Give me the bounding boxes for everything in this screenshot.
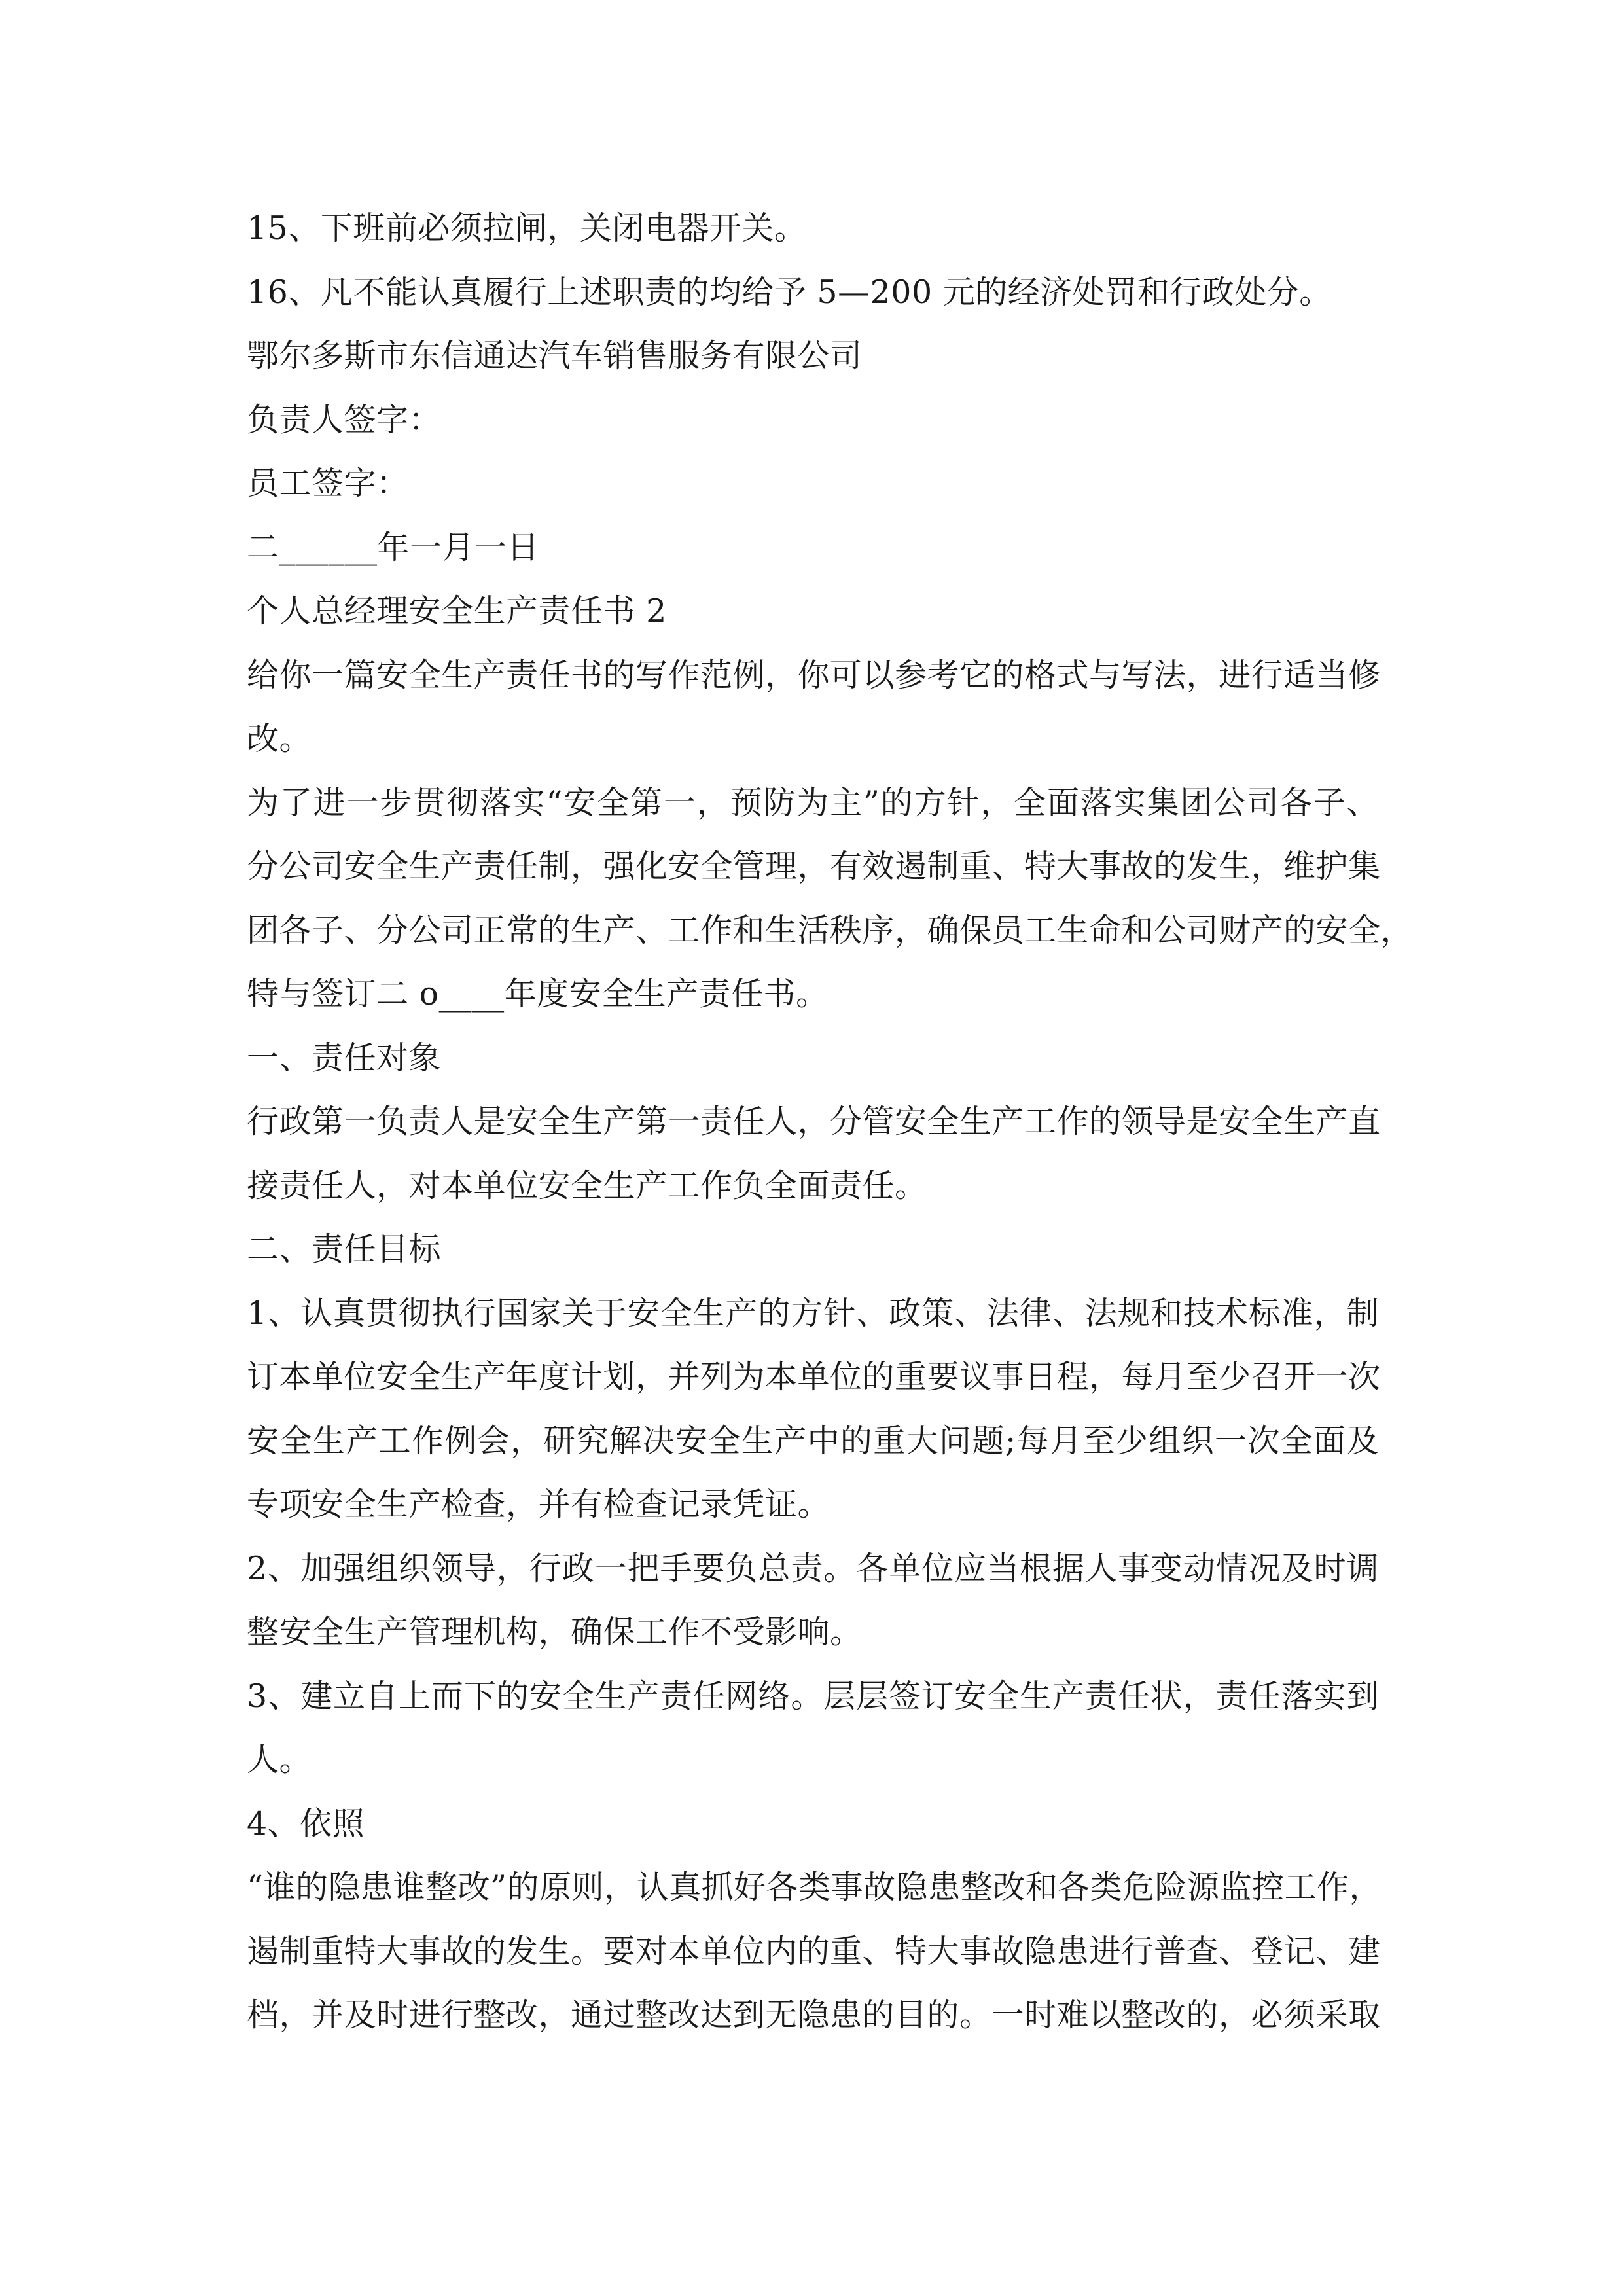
paragraph-line: 分公司安全生产责任制，强化安全管理，有效遏制重、特大事故的发生，维护集 bbox=[247, 848, 1381, 885]
employee-signature-label: 员工签字： bbox=[247, 465, 409, 502]
paragraph-line: 3、建立自上而下的安全生产责任网络。层层签订安全生产责任状，责任落实到 bbox=[247, 1677, 1379, 1715]
paragraph-line: 接责任人，对本单位安全生产工作负全面责任。 bbox=[247, 1166, 927, 1204]
paragraph-line: 订本单位安全生产年度计划，并列为本单位的重要议事日程，每月至少召开一次 bbox=[247, 1358, 1381, 1395]
paragraph-line: 人。 bbox=[247, 1741, 312, 1778]
line-16-rule: 16、凡不能认真履行上述职责的均给予 5—200 元的经济处罚和行政处分。 bbox=[247, 273, 1332, 311]
section-title: 个人总经理安全生产责任书 2 bbox=[247, 592, 667, 630]
paragraph-line: 给你一篇安全生产责任书的写作范例，你可以参考它的格式与写法，进行适当修 bbox=[247, 656, 1381, 694]
date-line: 二______年一月一日 bbox=[247, 528, 540, 566]
line-15-rule: 15、下班前必须拉闸，关闭电器开关。 bbox=[247, 209, 807, 247]
paragraph-line: 2、加强组织领导，行政一把手要负总责。各单位应当根据人事变动情况及时调 bbox=[247, 1549, 1379, 1587]
paragraph-line: 4、依照 bbox=[247, 1804, 365, 1842]
paragraph-line: “谁的隐患谁整改”的原则，认真抓好各类事故隐患整改和各类危险源监控工作， bbox=[247, 1869, 1382, 1906]
company-name: 鄂尔多斯市东信通达汽车销售服务有限公司 bbox=[247, 337, 863, 374]
paragraph-line: 行政第一负责人是安全生产第一责任人，分管安全生产工作的领导是安全生产直 bbox=[247, 1103, 1381, 1140]
manager-signature-label: 负责人签字： bbox=[247, 401, 442, 439]
paragraph-line: 特与签订二 o____年度安全生产责任书。 bbox=[247, 975, 829, 1013]
heading-responsibility-target: 一、责任对象 bbox=[247, 1039, 442, 1077]
heading-responsibility-goal: 二、责任目标 bbox=[247, 1230, 442, 1268]
paragraph-line: 1、认真贯彻执行国家关于安全生产的方针、政策、法律、法规和技术标准，制 bbox=[247, 1294, 1379, 1332]
paragraph-line: 改。 bbox=[247, 720, 312, 757]
paragraph-line: 遏制重特大事故的发生。要对本单位内的重、特大事故隐患进行普查、登记、建 bbox=[247, 1932, 1381, 1970]
paragraph-line: 整安全生产管理机构，确保工作不受影响。 bbox=[247, 1613, 863, 1651]
paragraph-line: 安全生产工作例会，研究解决安全生产中的重大问题;每月至少组织一次全面及 bbox=[247, 1422, 1379, 1460]
document-body bbox=[247, 196, 1414, 2047]
paragraph-line: 为了进一步贯彻落实“安全第一，预防为主”的方针，全面落实集团公司各子、 bbox=[247, 783, 1379, 821]
paragraph-line: 专项安全生产检查，并有检查记录凭证。 bbox=[247, 1486, 830, 1523]
paragraph-line: 档，并及时进行整改，通过整改达到无隐患的目的。一时难以整改的，必须采取 bbox=[247, 1996, 1381, 2034]
paragraph-line: 团各子、分公司正常的生产、工作和生活秩序，确保员工生命和公司财产的安全， bbox=[247, 911, 1414, 949]
